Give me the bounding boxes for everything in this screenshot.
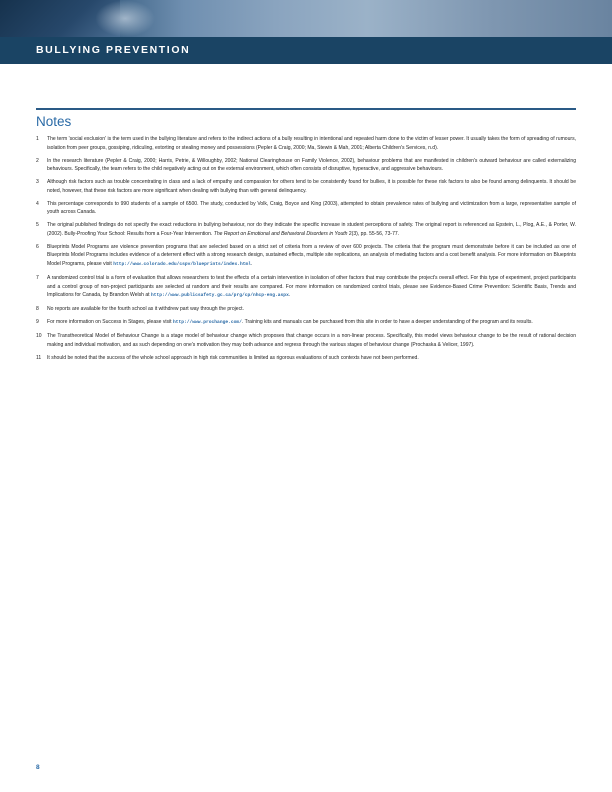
- note-item: [36, 157, 576, 174]
- page-number: 8: [36, 764, 40, 771]
- note-item: [36, 318, 576, 328]
- note-number: 1: [36, 136, 39, 142]
- note-item: [36, 305, 576, 314]
- note-text: No reports are available for the fourth school as it withdrew part way through the project.: [47, 306, 244, 313]
- note-item: [36, 200, 576, 217]
- note-text: Although risk factors such as trouble concentrating in class and a lack of empathy and compassion for others tend to be consistently found for bullies, it is possible for these risk factors to also be found among delinquents. It should be noted, however, that these risk factors are more significant when dealing with bullying than with general delinquency.: [47, 179, 576, 194]
- header-photo: [0, 0, 612, 37]
- note-number: 8: [36, 306, 39, 313]
- note-item: [36, 332, 576, 349]
- note-text: The term 'social exclusion' is the term used in the bullying literature and refers to the indirect actions of a bully resulting in intentional and repeated harm done to the victim of lesser power. It usually takes the form of spreading of rumours, isolation from peer groups, gossiping, ridiculing, extorting or stealing money and possessions (Pepler & Craig, 2000; Ma, Stewin & Mah, 2001; Alberta Children's Services, n.d).: [47, 136, 576, 151]
- public-safety-link[interactable]: http://www.publicsafety.gc.ca/prg/cp/nhcp-eng.aspx: [150, 293, 289, 299]
- note-number: 6: [36, 243, 39, 250]
- note-number: 10: [36, 333, 42, 340]
- note-number: 11: [36, 354, 42, 361]
- prochange-link[interactable]: http://www.prochange.com/: [172, 320, 242, 326]
- note-number: 7: [36, 275, 39, 282]
- note-text: For more information on Success in Stages, please visit: [47, 319, 173, 326]
- note-number: 4: [36, 200, 39, 207]
- note-text: Blueprints Model Programs are violence prevention programs that are selected based on a strict set of criteria from a review of over 600 projects. The criteria that the program must demonstrate before it can be included as one of Blueprints Model Programs includes evidence of a deterrent effect with a strong research design, sustained effects, multiple site replications, an analysis of mediating factors and a cost benefit analysis. For more information on Blueprints Model Programs, please visit: [47, 243, 576, 268]
- note-number: 9: [36, 319, 39, 326]
- note-text-end: .: [251, 261, 253, 268]
- note-item: [36, 221, 576, 238]
- note-text: A randomized control trial is a form of evaluation that allows researchers to test the effects of a certain intervention in isolation of other factors that may contribute the project's overall effect. For this type of experiment, project participants and a control group of non-project participants are selected at random and their results are compared. For more information on randomized control trials, please see Evidence-Based Crime Prevention: Scientific Basis, Trends and Implications for Canada, by Brandon Welsh at: [47, 275, 576, 299]
- header-title: BULLYING PREVENTION: [36, 44, 191, 56]
- note-text-end: . Training kits and manuals can be purchased from this site in order to have a deeper understanding of the program and its results.: [241, 319, 533, 326]
- note-text: This percentage corresponds to 990 students of a sample of 6500. The study, conducted by Volk, Craig, Boyce and King (2003), attempted to obtain prevalence rates of bullying and victimization from a large, representative sample of youth across Canada.: [47, 200, 576, 216]
- note-text-end: 2(3), pp. 55-56, 73-77.: [347, 230, 400, 237]
- header-photo-highlight: [95, 0, 155, 37]
- section-divider: [36, 108, 576, 110]
- note-text: It should be noted that the success of the whole school approach in high risk communities is limited as rigorous evaluations of such contexts have not been performed.: [47, 354, 419, 361]
- note-number: 3: [36, 179, 39, 186]
- note-number: 5: [36, 222, 39, 229]
- note-item: [36, 243, 576, 270]
- note-text-end: .: [288, 292, 291, 299]
- note-item: [36, 135, 576, 152]
- note-item: [36, 178, 576, 195]
- note-text: The Transtheoretical Model of Behaviour Change is a stage model of behaviour change which proposes that change occurs in a non-linear process. Specifically, this model views behaviour change to be the result of rational decision making and individual motivation, and as such depending on one's motivation they may both advance and regress through the various stages of behaviour change (Prochaska & Velicer, 1997).: [47, 333, 576, 348]
- notes-heading: Notes: [36, 114, 72, 129]
- note-item: [36, 354, 576, 363]
- note-text: The original published findings do not specify the exact reductions in bullying behaviour, nor do they indicate the specific increase in student perceptions of safety. The original report is referenced as Epstein, L., Plog, A.E., & Porter, W. (2002). Bully-Proofing Your School: Results from a Four-Year Intervention.: [47, 222, 576, 237]
- notes-list: [36, 135, 576, 367]
- note-item: [36, 274, 576, 301]
- note-journal-title: The Report on Emotional and Behavioral Disorders in Youth: [213, 230, 348, 237]
- blueprints-link[interactable]: http://www.colorado.edu/cspv/blueprints/index.html: [113, 262, 252, 268]
- note-text: In the research literature (Pepler & Craig, 2000; Harris, Petrie, & Willoughby, 2002; National Clearinghouse on Family Violence, 2002), behaviour problems that are manifested in children's outward behaviour are called externalizing behaviours. Specifically, the team refers to the child negatively acting out on the external environment, which often consists of disruptive, hyperactive, and aggressive behaviours.: [47, 157, 576, 173]
- note-number: 2: [36, 157, 39, 164]
